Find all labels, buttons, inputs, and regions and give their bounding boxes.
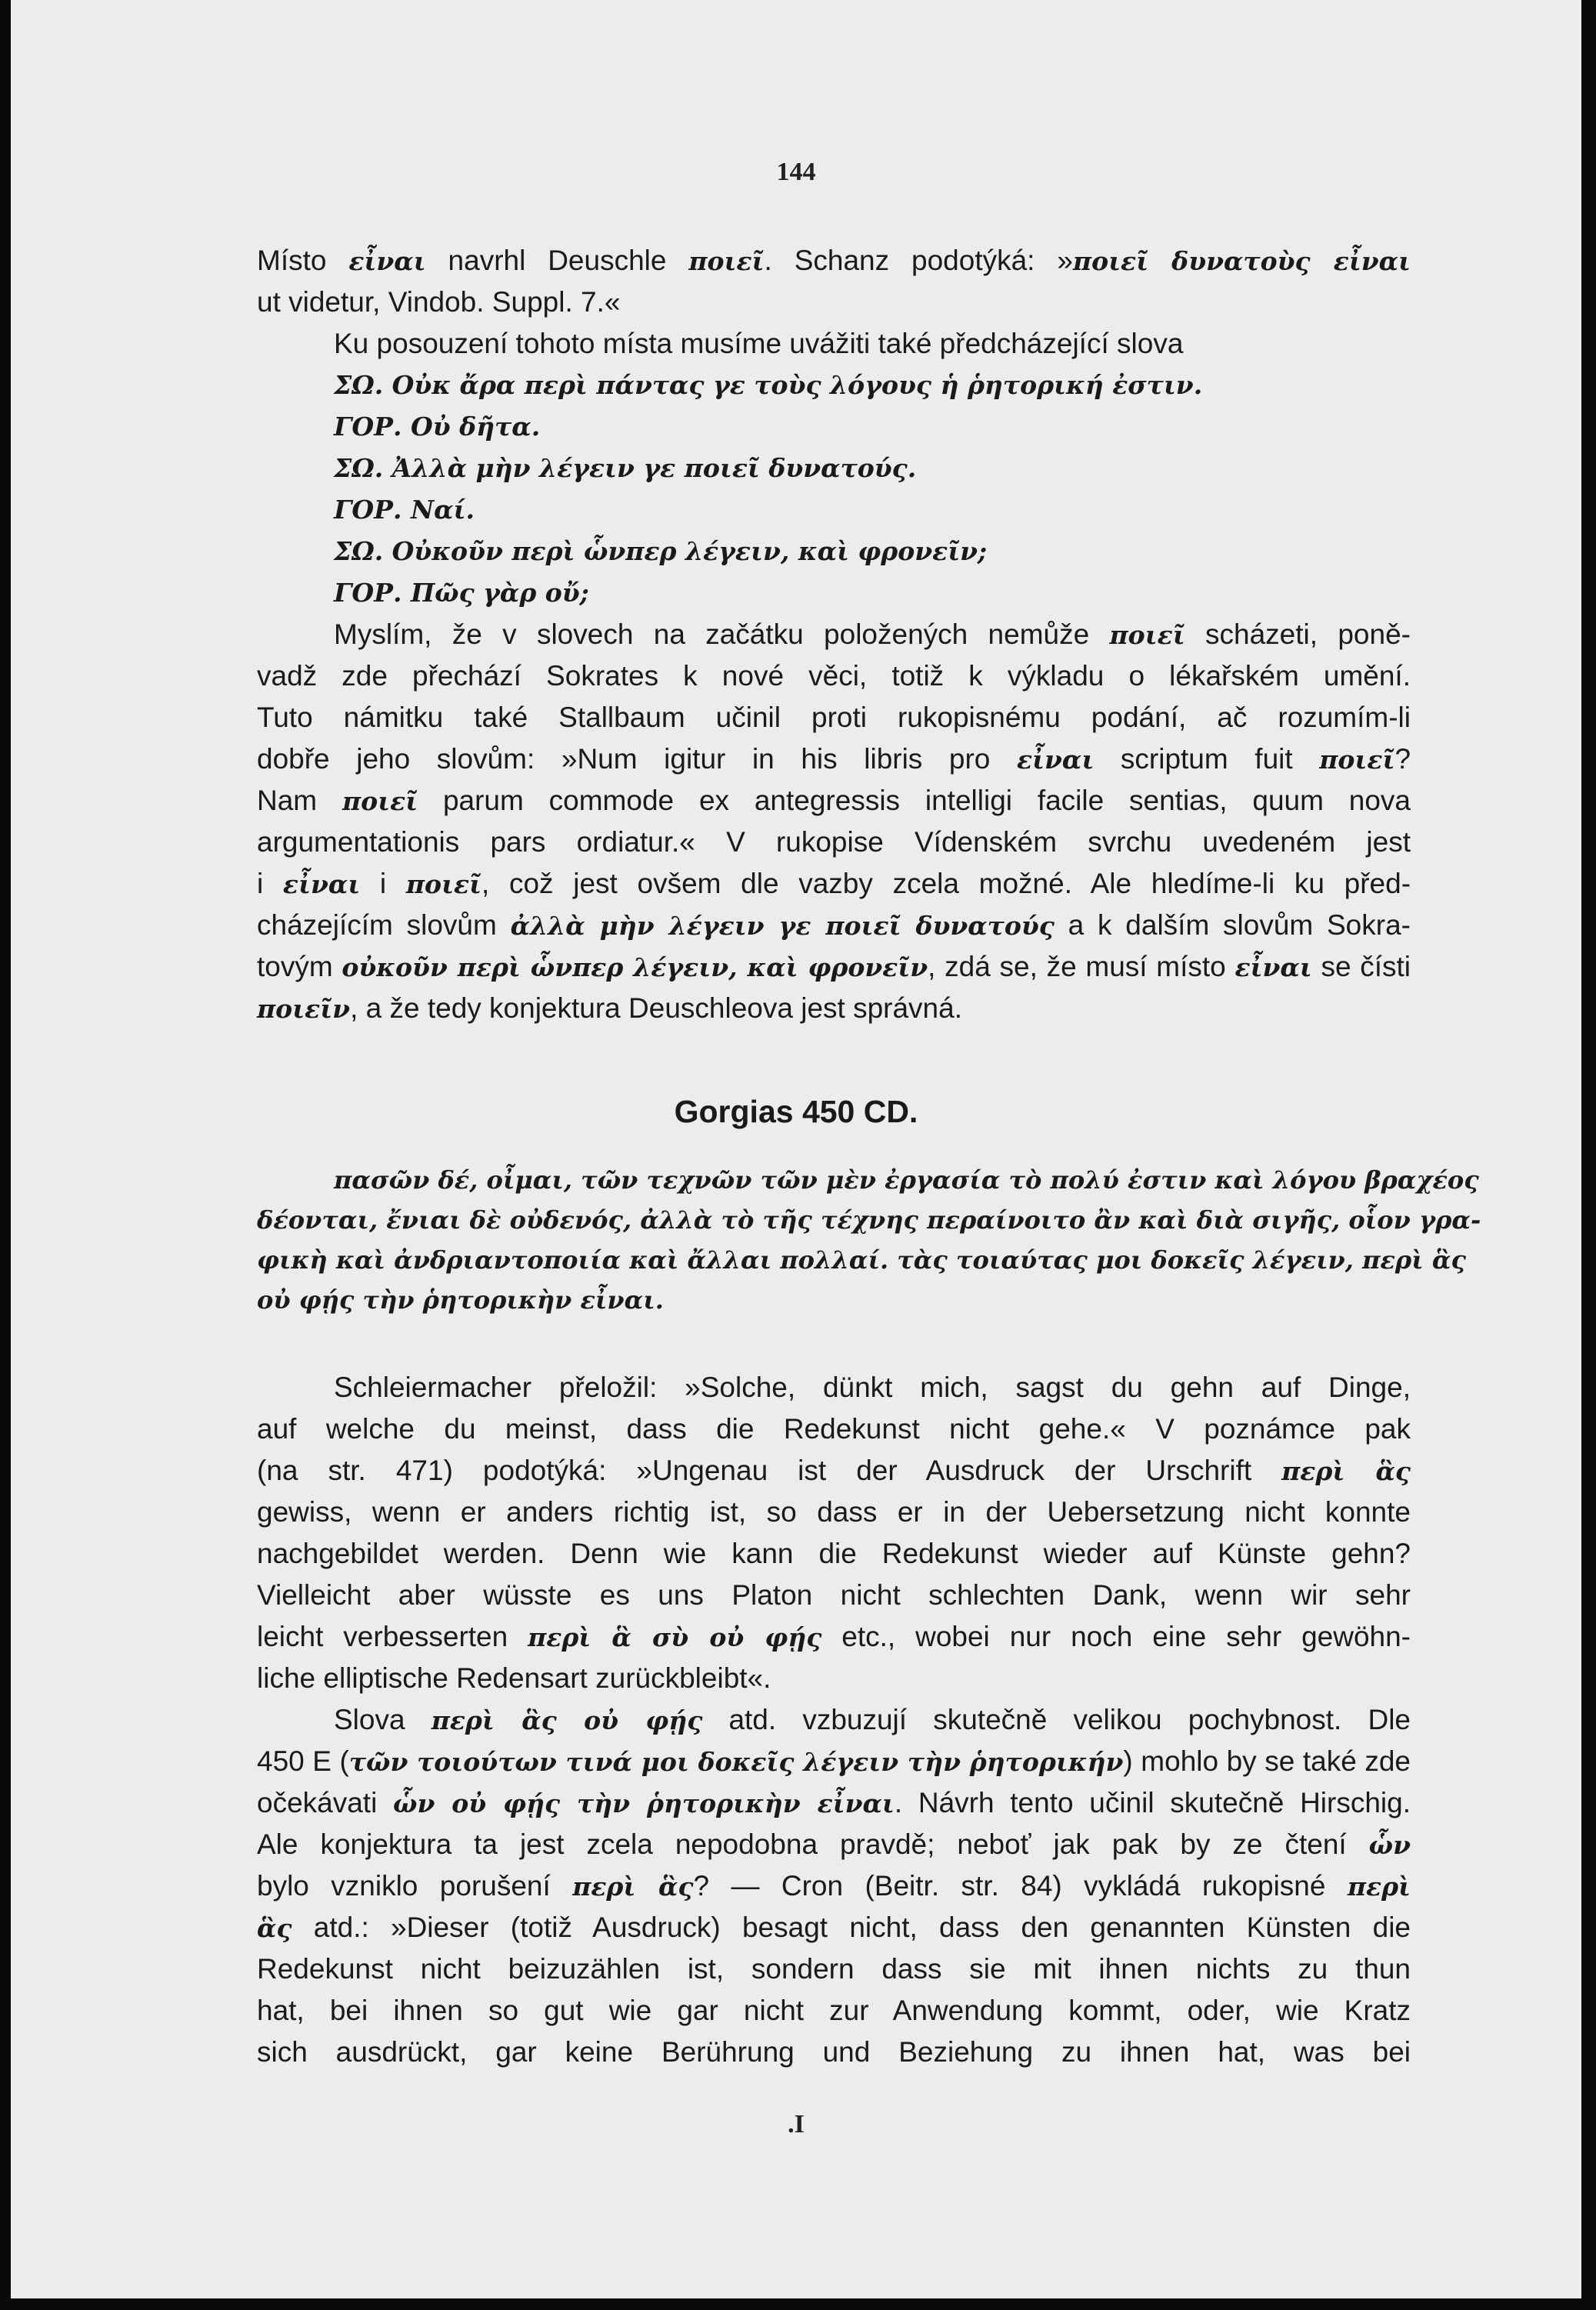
dialogue-line: ΓΟΡ. Ναί. [334,495,475,525]
text-line: cházejícím slovům ἀλλὰ μὴν λέγειν γε ποιεῖ δυνατούς a k dalším slovům Sokra- [257,909,1411,941]
text-line: auf welche du meinst, dass die Redekunst nicht gehe.« V poznámce pak [257,1413,1411,1445]
greek-line: φικὴ καὶ ἀνδριαντοποιία καὶ ἄλλαι πολλαί. τὰς τοιαύτας μοι δοκεῖς λέγειν, περὶ ἃς [257,1245,1466,1275]
text-line: vadž zde přechází Sokrates k nové věci, totiž k výkladu o lékařském umění. [257,660,1411,692]
greek-line: οὐ φῄς τὴν ῥητορικὴν εἶναι. [257,1285,664,1315]
dialogue-line: ΣΩ. Οὐκ ἄρα περὶ πάντας γε τοὺς λόγους ἡ ῥητορική ἐστιν. [334,370,1203,400]
section-heading: Gorgias 450 CD. [674,1094,918,1129]
greek-quotation [257,1160,1481,1320]
text-line: leicht verbesserten περὶ ἃ σὺ οὐ φῄς etc., wobei nur noch eine sehr gewöhn- [257,1621,1411,1652]
page-number: 144 [776,158,816,186]
section-two [257,1367,1411,2073]
text-line: Tuto námitku také Stallbaum učinil proti rukopisnému podání, ač rozumím-li [257,702,1411,733]
text-line: Slova περὶ ἃς οὐ φῄς atd. vzbuzují skutečně velikou pochybnost. Dle [334,1704,1411,1735]
text-line: sich ausdrückt, gar keine Berührung und Beziehung zu ihnen hat, was bei [257,2036,1411,2068]
book-page [11,0,1581,2298]
text-line: ποιεῖν, a že tedy konjektura Deuschleova jest správná. [257,992,962,1024]
dialogue-line: ΣΩ. Οὐκοῦν περὶ ὧνπερ λέγειν, καὶ φρονεῖν; [334,536,988,566]
dialogue-line: ΣΩ. Ἀλλὰ μὴν λέγειν γε ποιεῖ δυνατούς. [334,453,917,483]
text-line: (na str. 471) podotýká: »Ungenau ist der Ausdruck der Urschrift περὶ ἃς [257,1455,1411,1486]
dialogue-line: ΓΟΡ. Οὐ δῆτα. [334,412,541,442]
text-line: bylo vzniklo porušení περὶ ἃς? — Cron (Beitr. str. 84) vykládá rukopisné περὶ [257,1870,1411,1902]
text-line: Redekunst nicht beizuzählen ist, sondern dass sie mit ihnen nichts zu thun [257,1953,1411,1985]
text-line: tovým οὐκοῦν περὶ ὧνπερ λέγειν, καὶ φρονεῖν, zdá se, že musí místo εἶναι se čísti [257,951,1411,982]
greek-line: πασῶν δέ, οἶμαι, τῶν τεχνῶν τῶν μὲν ἐργασία τὸ πολύ ἐστιν καὶ λόγου βραχέος [334,1165,1479,1195]
text-line: nachgebildet werden. Denn wie kann die Redekunst wieder auf Künste gehn? [257,1538,1411,1569]
text-line: ut videtur, Vindob. Suppl. 7.« [257,286,621,318]
text-line: očekávati ὧν οὐ φῄς τὴν ῥητορικὴν εἶναι. Návrh tento učinil skutečně Hirschig. [257,1787,1411,1818]
signature-mark: .I [788,2110,805,2138]
text-line: Myslím, že v slovech na začátku položených nemůže ποιεῖ scházeti, poně- [334,618,1411,650]
greek-line: δέονται, ἔνιαι δὲ οὐδενός, ἀλλὰ τὸ τῆς τέχνης περαίνοιτο ἂν καὶ διὰ σιγῆς, οἷον γρα- [257,1205,1481,1235]
text-line: dobře jeho slovům: »Num igitur in his libris pro εἶναι scriptum fuit ποιεῖ? [257,743,1411,775]
text-line: Ale konjektura ta jest zcela nepodobna pravdě; neboť jak pak by ze čtení ὧν [257,1828,1411,1860]
text-line: liche elliptische Redensart zurückbleibt«. [257,1662,771,1694]
text-line: ἃς atd.: »Dieser (totiž Ausdruck) besagt nicht, dass den genannten Künsten die [257,1912,1411,1943]
text-line: hat, bei ihnen so gut wie gar nicht zur Anwendung kommt, oder, wie Kratz [257,1995,1411,2026]
text-line: 450 E (τῶν τοιούτων τινά μοι δοκεῖς λέγειν τὴν ῥητορικήν) mohlo by se také zde [257,1745,1411,1777]
text-line: Schleiermacher přeložil: »Solche, dünkt mich, sagst du gehn auf Dinge, [334,1372,1411,1403]
dialogue-line: ΓΟΡ. Πῶς γὰρ οὔ; [334,578,589,608]
text-line: gewiss, wenn er anders richtig ist, so dass er in der Uebersetzung nicht konnte [257,1496,1411,1528]
section-one [257,240,1411,1029]
text-line: Místo εἶναι navrhl Deuschle ποιεῖ. Schanz podotýká: »ποιεῖ δυνατοὺς εἶναι [257,245,1411,276]
text-line: Ku posouzení tohoto místa musíme uvážiti také předcházející slova [334,328,1184,359]
text-line: Vielleicht aber wüsste es uns Platon nicht schlechten Dank, wenn wir sehr [257,1579,1411,1611]
text-line: argumentationis pars ordiatur.« V rukopise Vídenském svrchu uvedeném jest [257,826,1411,858]
text-line: Nam ποιεῖ parum commode ex antegressis intelligi facile sentias, quum nova [257,785,1411,816]
text-line: i εἶναι i ποιεῖ, což jest ovšem dle vazby zcela možné. Ale hledíme-li ku před- [257,868,1411,899]
